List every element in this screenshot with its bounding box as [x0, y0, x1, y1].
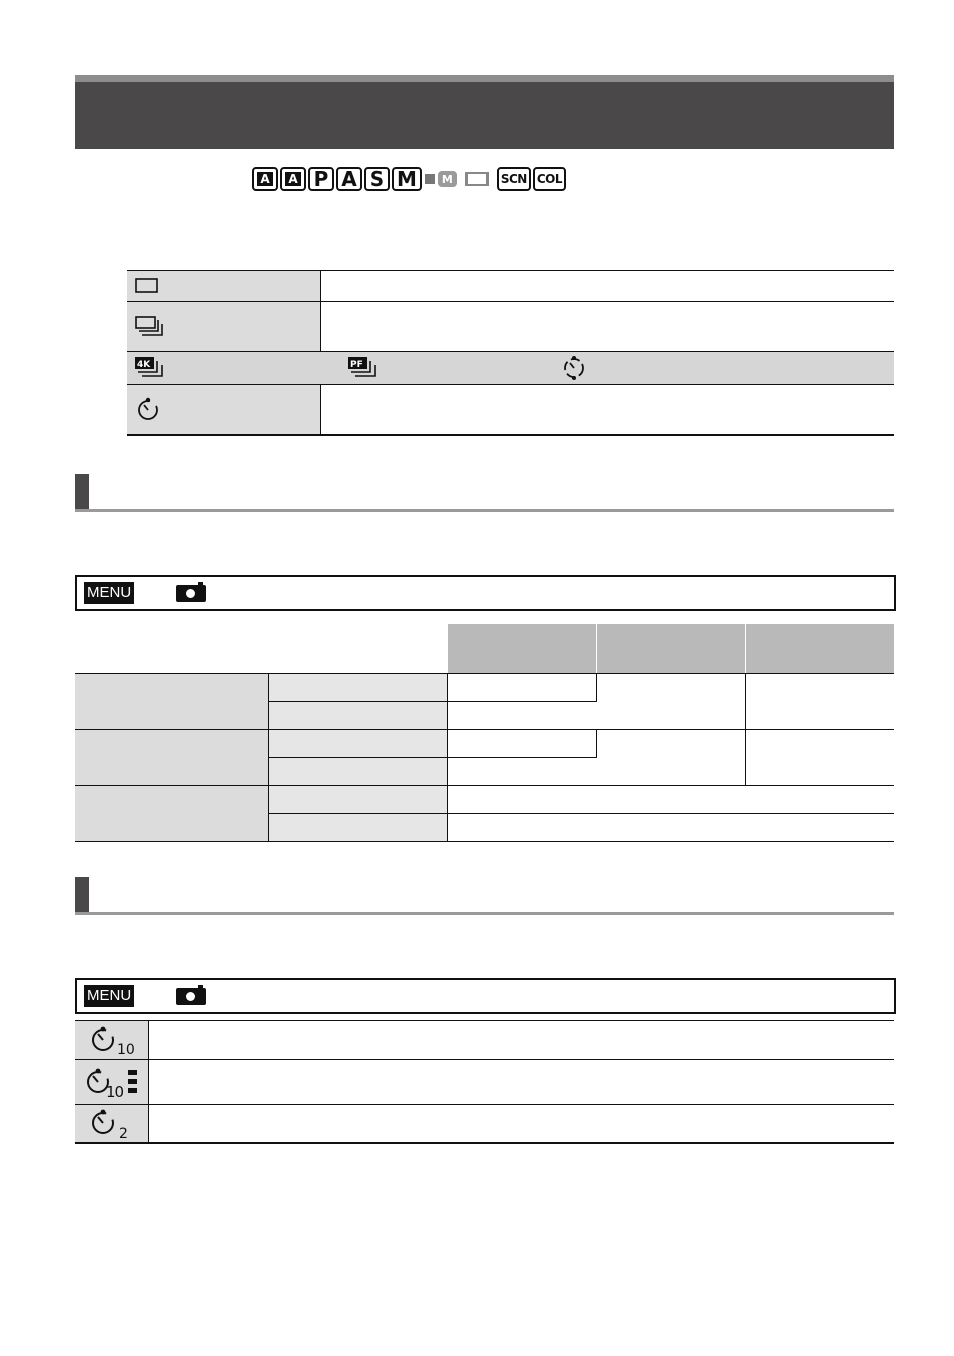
4k-photo-icon — [135, 357, 348, 379]
menu-badge: MENU — [84, 582, 134, 604]
video-camera-icon — [425, 174, 435, 184]
creative-control-mode-icon: COL — [533, 167, 566, 191]
intelligent-auto-plus-mode-icon: A — [280, 167, 306, 191]
post-focus-icon — [348, 357, 561, 379]
recording-mode-icons — [252, 165, 566, 193]
table-row — [75, 730, 894, 758]
section-marker — [75, 474, 89, 512]
section-underline — [75, 912, 894, 915]
column-header — [448, 624, 597, 674]
table-row — [75, 1105, 894, 1143]
column-header — [596, 624, 745, 674]
time-lapse-icon — [561, 355, 587, 381]
svg-text:4K: 4K — [137, 360, 151, 370]
shutter-priority-mode-icon: S — [364, 167, 390, 191]
creative-video-mode-icon: M — [438, 171, 457, 187]
intelligent-auto-mode-icon: A — [252, 167, 278, 191]
camera-icon — [176, 988, 206, 1005]
table-row — [127, 385, 894, 435]
self-timer-table — [75, 1020, 894, 1144]
self-timer-10-icon — [87, 1023, 137, 1057]
table-row — [127, 271, 894, 302]
settings-table — [75, 624, 894, 842]
table-row — [75, 674, 894, 702]
table-row — [127, 302, 894, 352]
manual-mode-icon: M — [392, 167, 422, 191]
single-icon — [135, 278, 159, 294]
svg-text:10: 10 — [105, 1083, 123, 1101]
section-underline — [75, 509, 894, 512]
table-row — [127, 352, 894, 385]
svg-text:2: 2 — [118, 1126, 128, 1141]
self-timer-2-icon — [87, 1106, 137, 1140]
program-mode-icon: P — [308, 167, 334, 191]
table-row — [75, 1021, 894, 1060]
menu-badge: MENU — [84, 985, 134, 1007]
scene-guide-mode-icon: SCN — [497, 167, 531, 191]
table-row — [75, 786, 894, 814]
table-row — [75, 1060, 894, 1105]
self-timer-10-3-pictures-icon — [82, 1063, 142, 1101]
menu-path — [75, 978, 896, 1014]
column-header — [745, 624, 894, 674]
self-timer-icon — [135, 396, 161, 422]
table-header-row — [75, 624, 894, 674]
section-marker — [75, 877, 89, 915]
svg-text:PF: PF — [350, 360, 363, 370]
svg-text:10: 10 — [116, 1042, 135, 1057]
drive-mode-table — [127, 270, 894, 436]
burst-icon — [135, 316, 165, 338]
aperture-priority-mode-icon: A — [336, 167, 362, 191]
menu-path — [75, 575, 896, 611]
camera-icon — [176, 585, 206, 602]
page-header — [75, 82, 894, 149]
header-accent-line — [75, 75, 894, 82]
panorama-mode-icon — [465, 172, 489, 186]
